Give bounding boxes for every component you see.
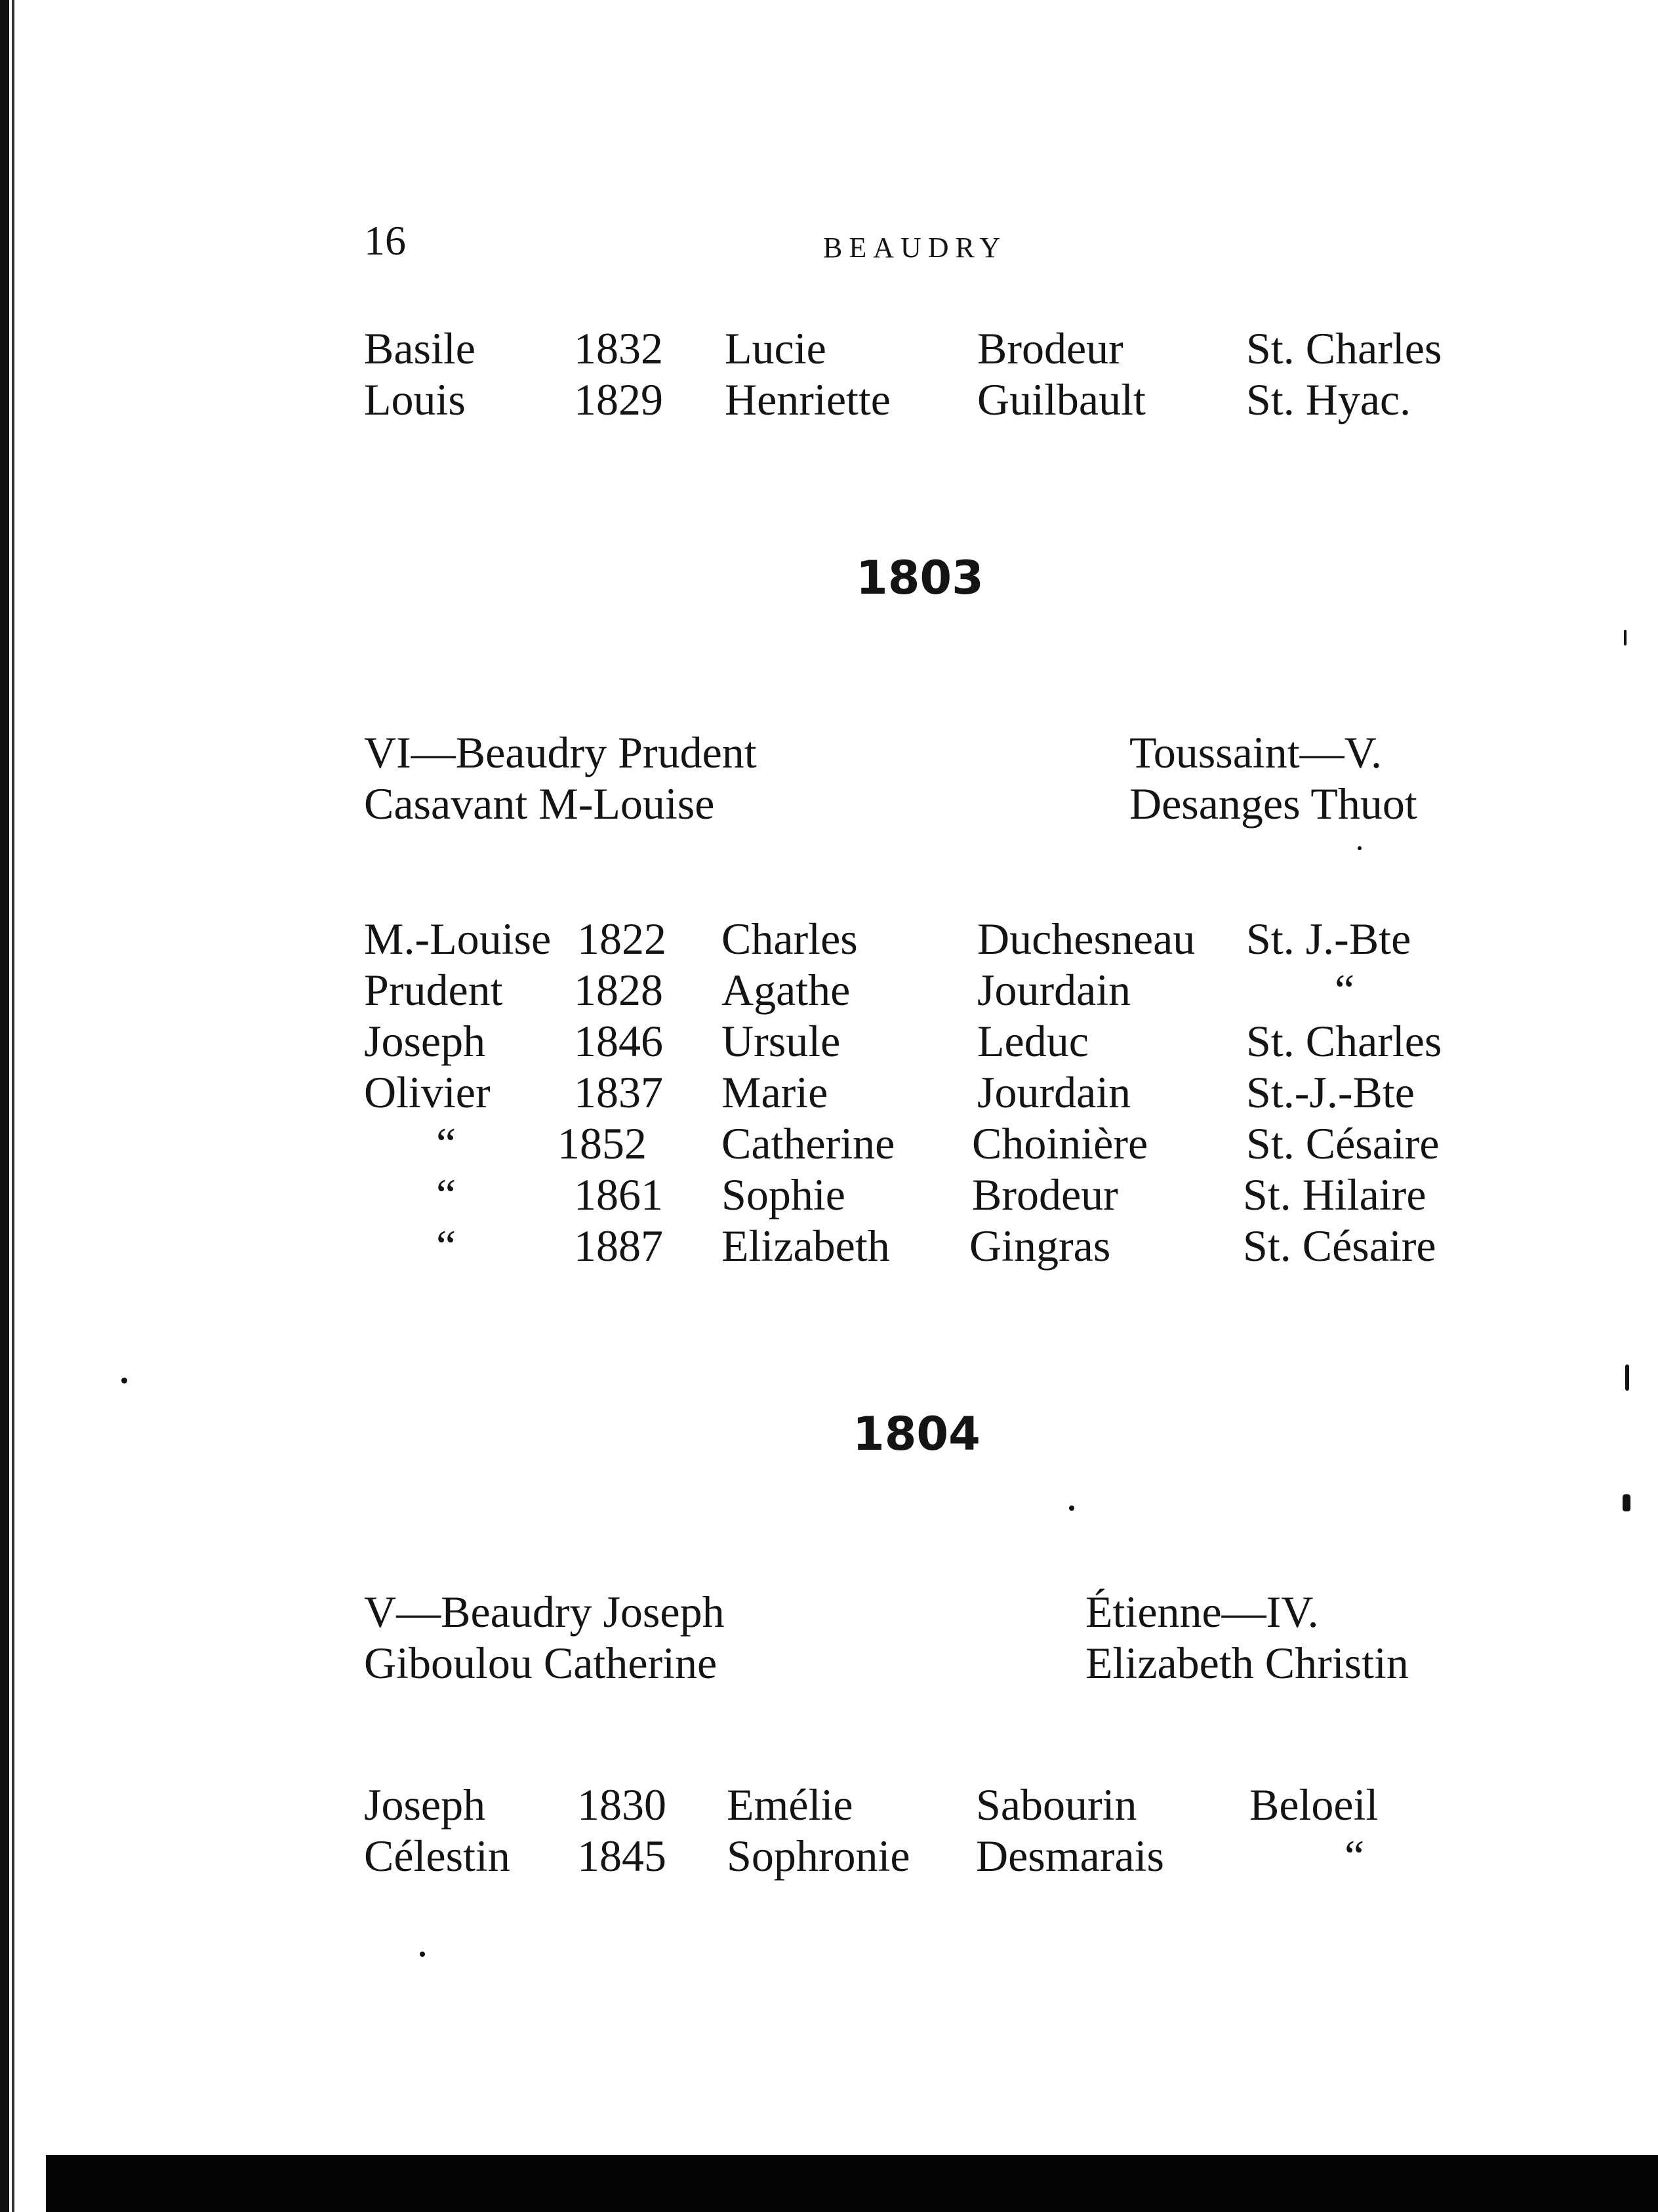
child-name: M.-Louise [364,914,552,964]
child-name: Prudent [364,965,503,1015]
husband-line: VI—Beaudry Prudent [364,727,757,777]
child-name: Basile [364,323,475,373]
scan-speck [1069,1505,1074,1511]
marriage-year: 1861 [574,1170,663,1219]
spouse-last-name: Brodeur [977,323,1123,373]
husband-parent-line: Étienne—IV. [1085,1587,1319,1637]
wife-parent-line: Desanges Thuot [1129,779,1417,829]
parish: St. J.-Bte [1246,914,1411,964]
child-name: Olivier [364,1067,491,1117]
spouse-last-name: Jourdain [977,965,1131,1015]
scan-speck [1625,1364,1629,1391]
parish-ditto: “ [1345,1831,1365,1881]
marriage-year: 1837 [574,1067,663,1117]
scan-speck [1624,630,1627,645]
spouse-first-name: Sophie [721,1170,845,1219]
spouse-first-name: Lucie [725,323,826,373]
spouse-last-name: Gingras [969,1221,1111,1271]
spouse-last-name: Duchesneau [977,914,1196,964]
parish: St. Césaire [1243,1221,1436,1271]
parish: St. Hyac. [1246,375,1411,424]
spouse-last-name: Jourdain [977,1067,1131,1117]
wife-line: Casavant M-Louise [364,779,715,829]
parish: St. Charles [1246,1016,1442,1066]
child-name-ditto: “ [436,1221,456,1271]
spouse-last-name: Guilbault [977,375,1146,424]
scan-bottom-edge [46,2155,1658,2212]
parish-ditto: “ [1335,965,1355,1015]
spouse-first-name: Ursule [721,1016,841,1066]
child-name: Célestin [364,1831,510,1881]
spouse-first-name: Elizabeth [721,1221,890,1271]
child-name-ditto: “ [436,1170,456,1219]
marriage-year: 1829 [574,375,663,424]
scan-speck [420,1952,425,1957]
spouse-last-name: Leduc [977,1016,1089,1066]
spouse-first-name: Emélie [727,1780,853,1830]
section-year-heading: 1804 [853,1407,981,1461]
child-name: Joseph [364,1016,486,1066]
parish: St. Césaire [1246,1118,1440,1168]
wife-line: Giboulou Catherine [364,1638,718,1688]
spouse-last-name: Choinière [972,1118,1148,1168]
wife-parent-line: Elizabeth Christin [1085,1638,1409,1688]
scan-speck [1358,846,1362,850]
scan-speck [1623,1494,1630,1511]
marriage-year: 1846 [574,1016,663,1066]
spouse-first-name: Marie [721,1067,828,1117]
marriage-year: 1822 [577,914,666,964]
marriage-year: 1845 [577,1831,666,1881]
marriage-year: 1828 [574,965,663,1015]
spouse-first-name: Catherine [721,1118,895,1168]
marriage-year: 1852 [557,1118,647,1168]
child-name: Louis [364,375,466,424]
spouse-first-name: Sophronie [727,1831,910,1881]
parish: Beloeil [1249,1780,1379,1830]
spouse-first-name: Henriette [725,375,891,424]
child-name: Joseph [364,1780,486,1830]
husband-parent-line: Toussaint—V. [1129,727,1383,777]
section-year-heading: 1803 [856,551,984,605]
marriage-year: 1887 [574,1221,663,1271]
parish: St. Hilaire [1243,1170,1426,1219]
marriage-year: 1832 [574,323,663,373]
parish: St.-J.-Bte [1246,1067,1415,1117]
marriage-year: 1830 [577,1780,666,1830]
child-name-ditto: “ [436,1118,456,1168]
running-title: BEAUDRY [823,232,1007,264]
spouse-first-name: Agathe [721,965,851,1015]
page-number: 16 [364,217,406,264]
spouse-last-name: Brodeur [972,1170,1118,1219]
spouse-last-name: Sabourin [976,1780,1137,1830]
scan-speck [121,1378,127,1383]
parish: St. Charles [1246,323,1442,373]
spouse-last-name: Desmarais [976,1831,1165,1881]
spouse-first-name: Charles [721,914,858,964]
husband-line: V—Beaudry Joseph [364,1587,725,1637]
binding-edge [0,0,18,2212]
